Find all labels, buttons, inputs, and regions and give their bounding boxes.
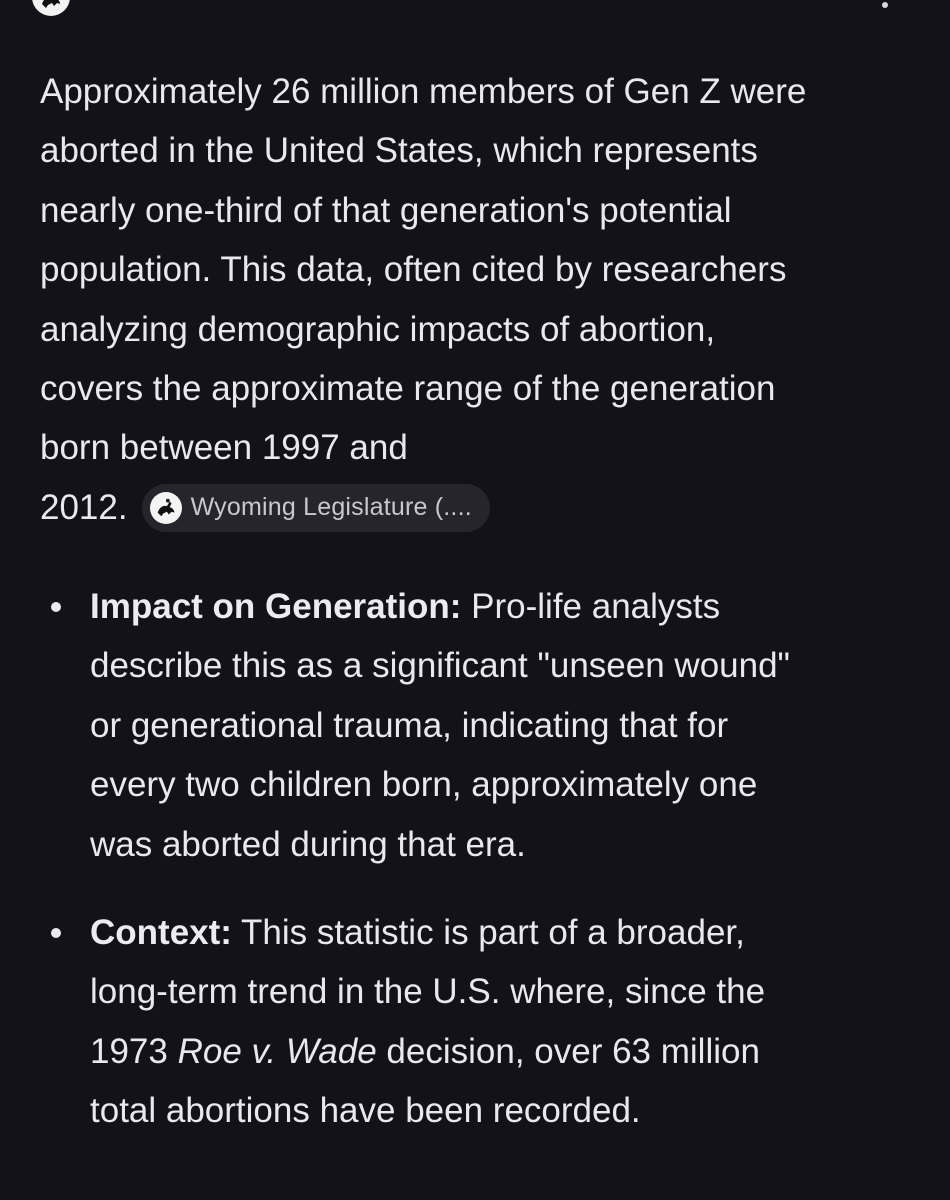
- bullet-icon: [51, 928, 61, 938]
- list-item: [40, 577, 930, 874]
- bullet-list: [40, 577, 930, 1141]
- bullet-title: Context:: [90, 913, 232, 953]
- intro-paragraph: [40, 62, 930, 537]
- top-bar: [0, 0, 950, 20]
- intro-line: aborted in the United States, which represents: [40, 131, 758, 171]
- source-chip-label: Wyoming Legislature (....: [190, 492, 472, 521]
- bullet-text: Pro-life analysts: [461, 587, 721, 626]
- case-name: Roe v. Wade: [177, 1031, 377, 1071]
- bucking-horse-logo-icon: [150, 492, 182, 524]
- bucking-horse-logo-icon: [38, 0, 64, 12]
- bullet-text: This statistic is part of a broader,: [231, 913, 745, 953]
- intro-line: 2012.: [40, 487, 128, 527]
- intro-line: population. This data, often cited by researchers: [40, 250, 787, 290]
- bullet-line: [90, 1022, 930, 1081]
- bullet-line: total abortions have been recorded.: [90, 1091, 641, 1131]
- bullet-text: decision, over 63 million: [376, 1031, 760, 1071]
- list-item: [40, 903, 930, 1141]
- intro-line: Approximately 26 million members of Gen Z were: [40, 72, 807, 111]
- bullet-line: or generational trauma, indicating that for: [90, 705, 729, 745]
- bullet-title: Impact on Generation:: [90, 587, 462, 626]
- bullet-line: describe this as a significant "unseen wound": [90, 646, 790, 686]
- bullet-icon: [51, 602, 61, 612]
- source-chip[interactable]: [142, 484, 490, 532]
- intro-line: covers the approximate range of the generation: [40, 369, 776, 409]
- intro-line: analyzing demographic impacts of abortion,: [40, 309, 716, 349]
- bullet-line: long-term trend in the U.S. where, since the: [90, 972, 766, 1012]
- intro-last-line: [40, 478, 930, 537]
- more-vertical-icon[interactable]: [877, 0, 893, 16]
- intro-line: nearly one-third of that generation's potential: [40, 190, 732, 230]
- bullet-text: 1973: [90, 1031, 178, 1071]
- bullet-line: [90, 903, 930, 962]
- bullet-line: was aborted during that era.: [90, 824, 526, 864]
- intro-line: born between 1997 and: [40, 428, 408, 468]
- bullet-line: [90, 577, 930, 636]
- source-avatar[interactable]: [32, 0, 70, 16]
- bullet-line: every two children born, approximately one: [90, 765, 758, 805]
